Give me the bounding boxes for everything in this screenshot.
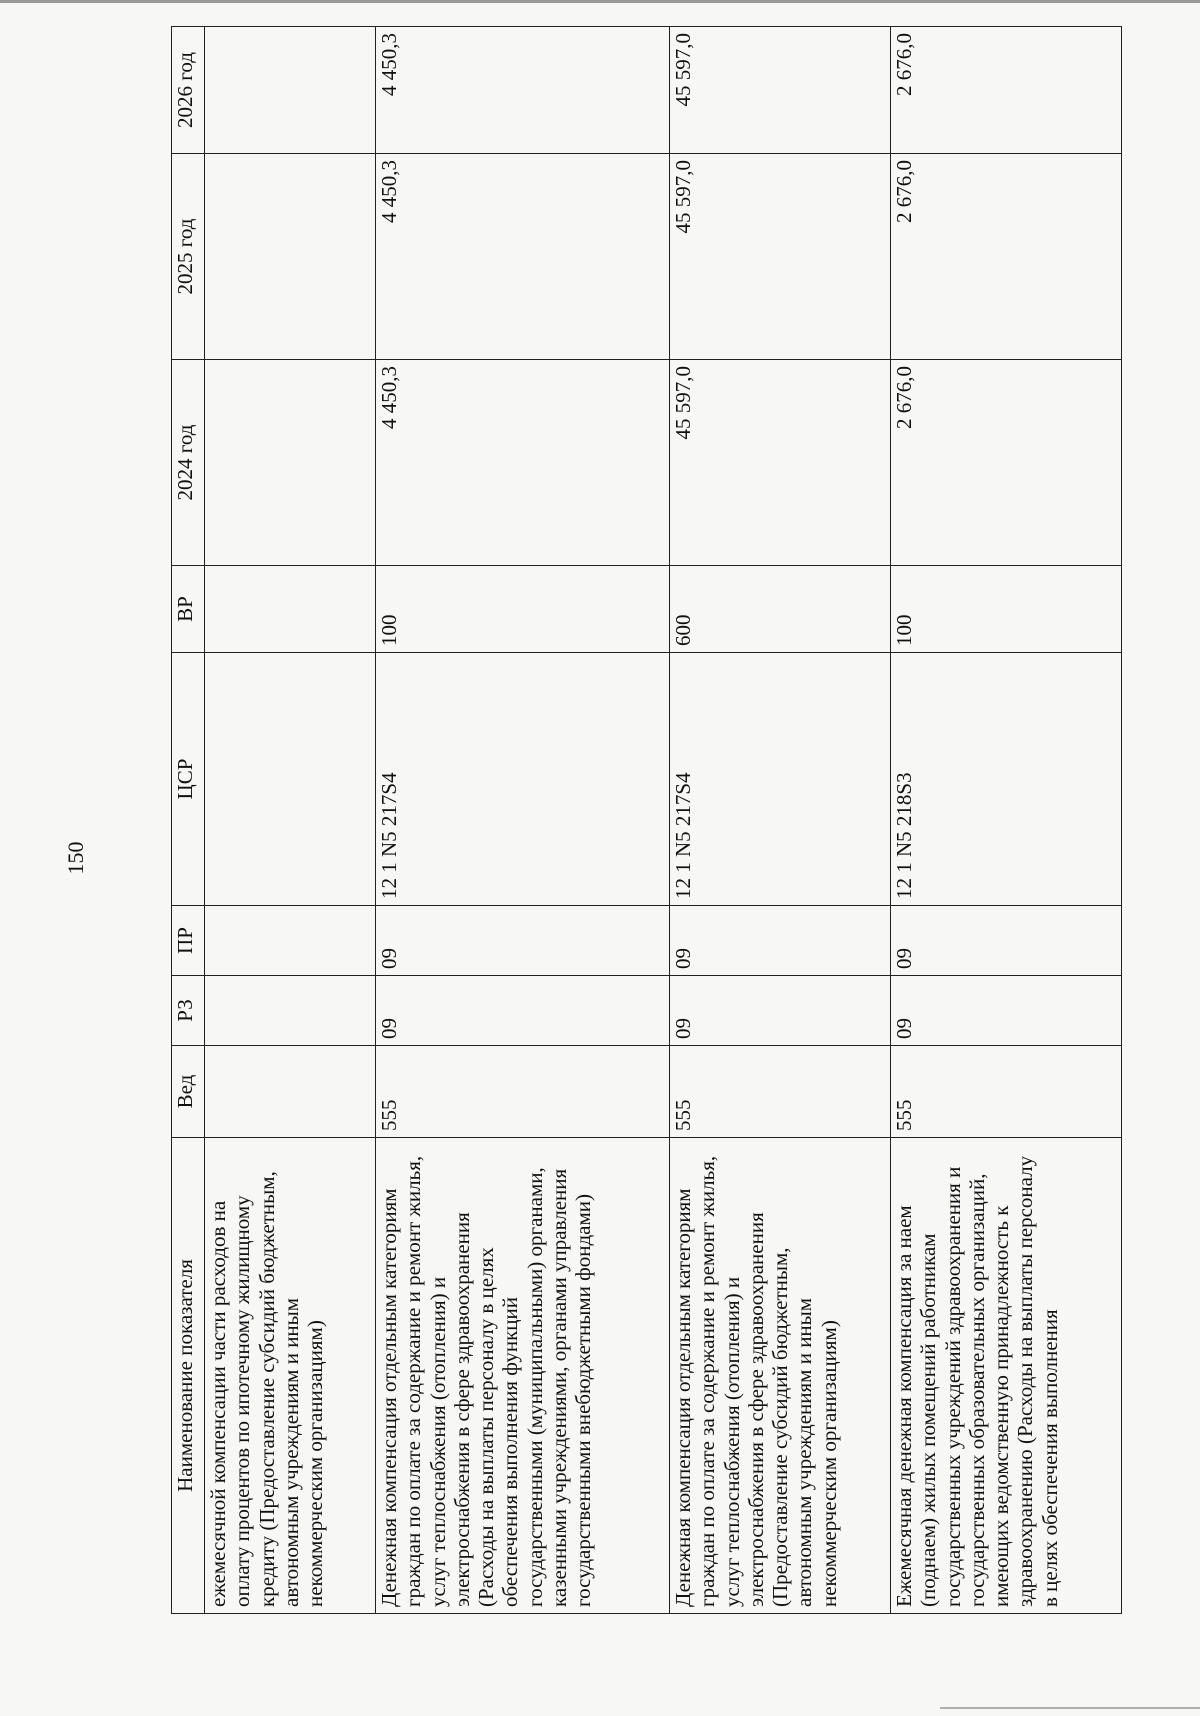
- header-2026: 2026 год: [172, 27, 205, 154]
- cell-2024: [205, 360, 376, 566]
- cell-pr: [205, 906, 376, 976]
- cell-rz: 09: [376, 976, 670, 1046]
- cell-vr: 100: [891, 566, 1122, 653]
- header-rz: РЗ: [172, 976, 205, 1046]
- cell-2024: 2 676,0: [891, 360, 1122, 566]
- header-2025: 2025 год: [172, 154, 205, 360]
- cell-2025: 2 676,0: [891, 154, 1122, 360]
- cell-rz: [205, 976, 376, 1046]
- cell-vr: [205, 566, 376, 653]
- budget-table: [171, 26, 1122, 1614]
- scan-edge-bottom: [940, 1707, 1200, 1709]
- cell-2025: 45 597,0: [670, 154, 891, 360]
- header-csr: ЦСР: [172, 653, 205, 906]
- cell-csr: 12 1 N5 217S4: [670, 653, 891, 906]
- cell-2026: 4 450,3: [376, 27, 670, 154]
- cell-csr: 12 1 N5 218S3: [891, 653, 1122, 906]
- header-ved: Вед: [172, 1046, 205, 1138]
- table-header-row: [172, 27, 205, 1614]
- table-row: [376, 27, 670, 1614]
- cell-2026: [205, 27, 376, 154]
- header-pr: ПР: [172, 906, 205, 976]
- scan-edge-top: [0, 0, 1200, 3]
- cell-ved: 555: [891, 1046, 1122, 1138]
- cell-pr: 09: [670, 906, 891, 976]
- cell-pr: 09: [376, 906, 670, 976]
- cell-rz: 09: [670, 976, 891, 1046]
- cell-name: Денежная компенсация отдельным категориям граждан по оплате за содержание и ремонт жилья, услуг теплоснабжения (отопления) и электроснабжения в сфере здравоохранения (Предоставление субсидий бюджетным, автономным учреждениям и иным некоммерческим организациям): [670, 1138, 891, 1614]
- cell-ved: 555: [670, 1046, 891, 1138]
- cell-2025: [205, 154, 376, 360]
- rotated-table-container: [171, 26, 1122, 1614]
- cell-name: ежемесячной компенсации части расходов на оплату процентов по ипотечному жилищному кредиту (Предоставление субсидий бюджетным, автономным учреждениям и иным некоммерческим организациям): [205, 1138, 376, 1614]
- header-name: Наименование показателя: [172, 1138, 205, 1614]
- cell-2026: 2 676,0: [891, 27, 1122, 154]
- header-vr: ВР: [172, 566, 205, 653]
- cell-ved: 555: [376, 1046, 670, 1138]
- cell-csr: [205, 653, 376, 906]
- cell-name: Ежемесячная денежная компенсация за наем (поднаем) жилых помещений работникам государственных учреждений здравоохранения и государственных образовательных организаций, имеющих ведомственную принадлежность к здравоохранению (Расходы на выплаты персоналу в целях обеспечения выполнения: [891, 1138, 1122, 1614]
- table-row: [205, 27, 376, 1614]
- cell-vr: 600: [670, 566, 891, 653]
- cell-pr: 09: [891, 906, 1122, 976]
- header-2024: 2024 год: [172, 360, 205, 566]
- page-number: 150: [63, 841, 88, 875]
- cell-2025: 4 450,3: [376, 154, 670, 360]
- cell-2024: 45 597,0: [670, 360, 891, 566]
- cell-2024: 4 450,3: [376, 360, 670, 566]
- cell-ved: [205, 1046, 376, 1138]
- cell-vr: 100: [376, 566, 670, 653]
- cell-name: Денежная компенсация отдельным категориям граждан по оплате за содержание и ремонт жилья, услуг теплоснабжения (отопления) и электроснабжения в сфере здравоохранения (Расходы на выплаты персоналу в целях обеспечения выполнения функций государственными (муниципальными) органами, казенными учреждениями, органами управления государственными внебюджетными фондами): [376, 1138, 670, 1614]
- cell-2026: 45 597,0: [670, 27, 891, 154]
- cell-csr: 12 1 N5 217S4: [376, 653, 670, 906]
- table-row: [670, 27, 891, 1614]
- table-row: [891, 27, 1122, 1614]
- cell-rz: 09: [891, 976, 1122, 1046]
